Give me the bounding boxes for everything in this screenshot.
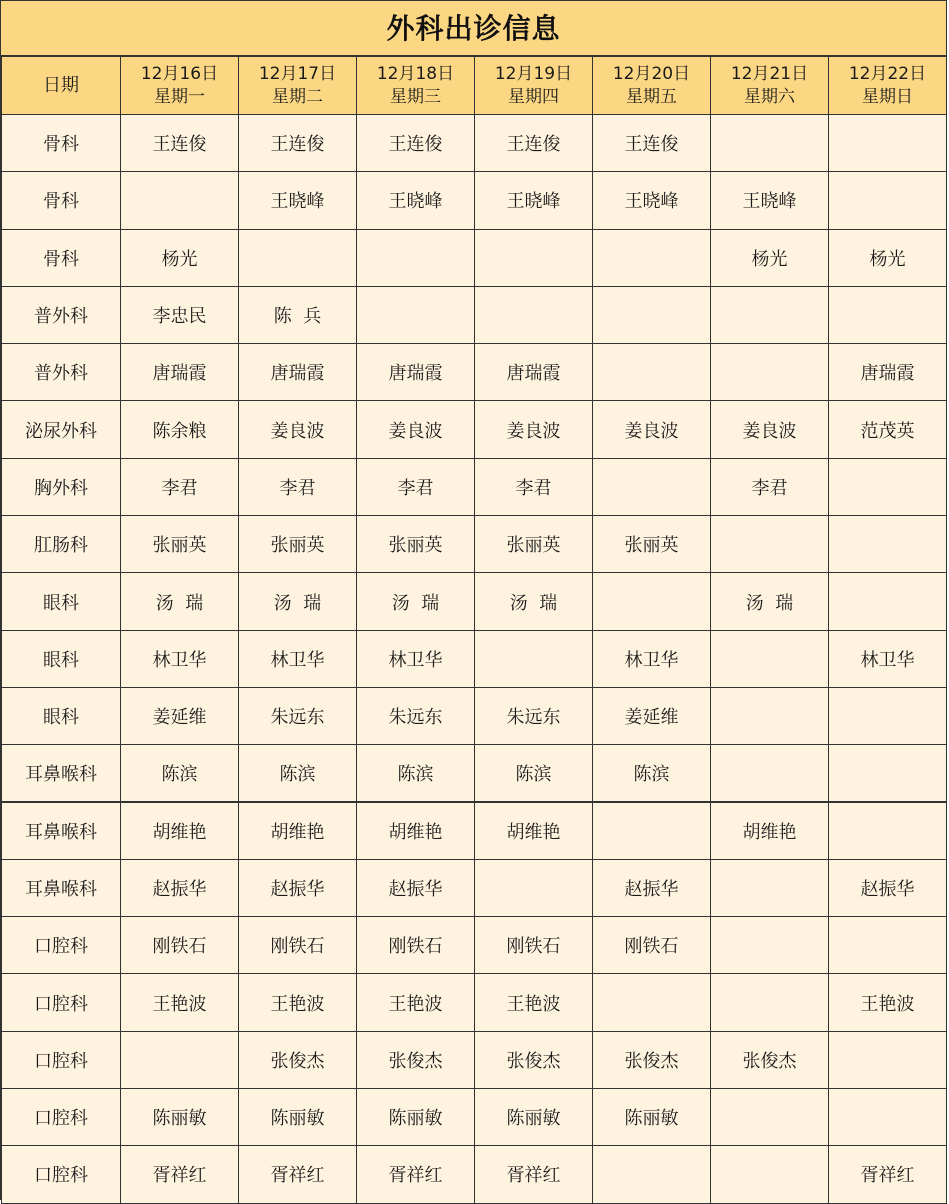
doctor-cell: 胥祥红 xyxy=(829,1146,947,1203)
day-weekday: 星期二 xyxy=(272,86,323,107)
department-cell: 骨科 xyxy=(2,172,121,229)
doctor-cell xyxy=(711,115,829,172)
doctor-cell: 汤 瑞 xyxy=(239,573,357,630)
doctor-cell xyxy=(593,802,711,859)
department-cell: 口腔科 xyxy=(2,974,121,1031)
doctor-cell: 张丽英 xyxy=(239,516,357,573)
doctor-cell xyxy=(239,229,357,286)
doctor-cell: 刚铁石 xyxy=(475,917,593,974)
date-label-header: 日期 xyxy=(2,57,121,115)
day-weekday: 星期六 xyxy=(744,86,795,107)
doctor-cell: 王连俊 xyxy=(357,115,475,172)
doctor-cell: 赵振华 xyxy=(829,859,947,916)
doctor-cell: 刚铁石 xyxy=(239,917,357,974)
department-cell: 耳鼻喉科 xyxy=(2,859,121,916)
doctor-cell xyxy=(475,859,593,916)
doctor-cell: 唐瑞霞 xyxy=(121,344,239,401)
doctor-cell xyxy=(711,974,829,1031)
doctor-cell xyxy=(829,917,947,974)
table-row xyxy=(2,286,947,343)
doctor-cell: 陈丽敏 xyxy=(121,1089,239,1146)
doctor-cell xyxy=(593,573,711,630)
doctor-cell: 胥祥红 xyxy=(475,1146,593,1203)
doctor-cell: 胥祥红 xyxy=(239,1146,357,1203)
doctor-cell xyxy=(121,172,239,229)
doctor-cell: 张俊杰 xyxy=(593,1031,711,1088)
department-cell: 耳鼻喉科 xyxy=(2,802,121,859)
doctor-cell: 陈滨 xyxy=(357,745,475,802)
table-row xyxy=(2,229,947,286)
doctor-cell xyxy=(829,115,947,172)
doctor-cell: 汤 瑞 xyxy=(357,573,475,630)
doctor-cell: 姜良波 xyxy=(593,401,711,458)
doctor-cell: 范茂英 xyxy=(829,401,947,458)
doctor-cell xyxy=(829,573,947,630)
doctor-cell: 赵振华 xyxy=(593,859,711,916)
doctor-cell xyxy=(593,974,711,1031)
doctor-cell: 林卫华 xyxy=(121,630,239,687)
doctor-cell: 李君 xyxy=(239,458,357,515)
doctor-cell: 李忠民 xyxy=(121,286,239,343)
doctor-cell: 赵振华 xyxy=(239,859,357,916)
doctor-cell: 王晓峰 xyxy=(711,172,829,229)
doctor-cell: 朱远东 xyxy=(475,687,593,744)
doctor-cell: 胡维艳 xyxy=(711,802,829,859)
doctor-cell: 王晓峰 xyxy=(357,172,475,229)
doctor-cell: 姜延维 xyxy=(593,687,711,744)
doctor-cell xyxy=(357,286,475,343)
doctor-cell: 刚铁石 xyxy=(357,917,475,974)
day-header xyxy=(829,57,947,115)
doctor-cell: 唐瑞霞 xyxy=(357,344,475,401)
doctor-cell: 杨光 xyxy=(829,229,947,286)
doctor-cell xyxy=(593,458,711,515)
table-row xyxy=(2,573,947,630)
doctor-cell: 赵振华 xyxy=(121,859,239,916)
doctor-cell: 王晓峰 xyxy=(475,172,593,229)
table-row xyxy=(2,344,947,401)
department-cell: 泌尿外科 xyxy=(2,401,121,458)
table-row xyxy=(2,974,947,1031)
day-header xyxy=(121,57,239,115)
doctor-cell xyxy=(593,229,711,286)
doctor-cell: 林卫华 xyxy=(829,630,947,687)
table-row xyxy=(2,1146,947,1203)
table-row xyxy=(2,115,947,172)
department-cell: 口腔科 xyxy=(2,1146,121,1203)
department-cell: 眼科 xyxy=(2,573,121,630)
doctor-cell: 王艳波 xyxy=(475,974,593,1031)
doctor-cell: 陈滨 xyxy=(239,745,357,802)
doctor-cell xyxy=(829,802,947,859)
doctor-cell xyxy=(711,687,829,744)
doctor-cell xyxy=(711,917,829,974)
doctor-cell: 胡维艳 xyxy=(357,802,475,859)
day-date: 12月20日 xyxy=(612,63,691,84)
doctor-cell: 唐瑞霞 xyxy=(475,344,593,401)
doctor-cell xyxy=(593,344,711,401)
doctor-cell: 陈丽敏 xyxy=(357,1089,475,1146)
doctor-cell: 陈滨 xyxy=(121,745,239,802)
doctor-cell: 陈 兵 xyxy=(239,286,357,343)
day-weekday: 星期日 xyxy=(862,86,913,107)
doctor-cell xyxy=(357,229,475,286)
doctor-cell: 刚铁石 xyxy=(121,917,239,974)
day-header xyxy=(357,57,475,115)
schedule-table xyxy=(1,56,947,1204)
doctor-cell: 李君 xyxy=(357,458,475,515)
department-cell: 普外科 xyxy=(2,344,121,401)
table-row xyxy=(2,458,947,515)
doctor-cell: 陈滨 xyxy=(475,745,593,802)
doctor-cell: 胡维艳 xyxy=(475,802,593,859)
day-header xyxy=(239,57,357,115)
department-cell: 眼科 xyxy=(2,630,121,687)
doctor-cell: 王连俊 xyxy=(121,115,239,172)
doctor-cell: 林卫华 xyxy=(357,630,475,687)
table-row xyxy=(2,1031,947,1088)
doctor-cell: 姜良波 xyxy=(357,401,475,458)
doctor-cell: 胡维艳 xyxy=(121,802,239,859)
doctor-cell xyxy=(475,229,593,286)
department-cell: 耳鼻喉科 xyxy=(2,745,121,802)
doctor-cell: 唐瑞霞 xyxy=(829,344,947,401)
doctor-cell: 汤 瑞 xyxy=(121,573,239,630)
table-row xyxy=(2,516,947,573)
doctor-cell: 胥祥红 xyxy=(121,1146,239,1203)
day-date: 12月17日 xyxy=(258,63,337,84)
day-date: 12月16日 xyxy=(140,63,219,84)
table-row xyxy=(2,630,947,687)
header-row xyxy=(2,57,947,115)
doctor-cell xyxy=(829,1089,947,1146)
doctor-cell: 王晓峰 xyxy=(593,172,711,229)
doctor-cell: 汤 瑞 xyxy=(475,573,593,630)
doctor-cell xyxy=(475,286,593,343)
doctor-cell: 林卫华 xyxy=(593,630,711,687)
doctor-cell: 陈滨 xyxy=(593,745,711,802)
doctor-cell: 陈余粮 xyxy=(121,401,239,458)
doctor-cell: 张俊杰 xyxy=(711,1031,829,1088)
doctor-cell: 王连俊 xyxy=(475,115,593,172)
doctor-cell: 赵振华 xyxy=(357,859,475,916)
doctor-cell: 杨光 xyxy=(711,229,829,286)
department-cell: 肛肠科 xyxy=(2,516,121,573)
doctor-cell xyxy=(711,286,829,343)
table-row xyxy=(2,401,947,458)
doctor-cell: 姜延维 xyxy=(121,687,239,744)
doctor-cell xyxy=(829,458,947,515)
table-row xyxy=(2,859,947,916)
doctor-cell: 汤 瑞 xyxy=(711,573,829,630)
schedule-body xyxy=(2,115,947,1204)
day-header xyxy=(711,57,829,115)
day-date: 12月22日 xyxy=(848,63,927,84)
doctor-cell: 朱远东 xyxy=(357,687,475,744)
doctor-cell: 李君 xyxy=(475,458,593,515)
doctor-cell: 姜良波 xyxy=(239,401,357,458)
doctor-cell: 林卫华 xyxy=(239,630,357,687)
doctor-cell xyxy=(121,1031,239,1088)
doctor-cell: 李君 xyxy=(121,458,239,515)
day-date: 12月18日 xyxy=(376,63,455,84)
department-cell: 口腔科 xyxy=(2,1089,121,1146)
doctor-cell: 王艳波 xyxy=(829,974,947,1031)
day-header xyxy=(475,57,593,115)
table-row xyxy=(2,917,947,974)
doctor-cell xyxy=(593,1146,711,1203)
doctor-cell: 姜良波 xyxy=(475,401,593,458)
doctor-cell: 张丽英 xyxy=(475,516,593,573)
doctor-cell: 王艳波 xyxy=(239,974,357,1031)
doctor-cell: 张俊杰 xyxy=(475,1031,593,1088)
doctor-cell: 李君 xyxy=(711,458,829,515)
doctor-cell xyxy=(829,687,947,744)
doctor-cell xyxy=(711,516,829,573)
page-title: 外科出诊信息 xyxy=(1,0,946,56)
doctor-cell: 王连俊 xyxy=(593,115,711,172)
doctor-cell: 胥祥红 xyxy=(357,1146,475,1203)
department-cell: 骨科 xyxy=(2,229,121,286)
table-row xyxy=(2,802,947,859)
day-date: 12月21日 xyxy=(730,63,809,84)
doctor-cell: 王艳波 xyxy=(357,974,475,1031)
table-row xyxy=(2,687,947,744)
doctor-cell: 张丽英 xyxy=(593,516,711,573)
day-weekday: 星期一 xyxy=(154,86,205,107)
doctor-cell: 刚铁石 xyxy=(593,917,711,974)
doctor-cell xyxy=(711,1089,829,1146)
department-cell: 眼科 xyxy=(2,687,121,744)
day-header xyxy=(593,57,711,115)
table-row xyxy=(2,745,947,802)
table-row xyxy=(2,172,947,229)
doctor-cell xyxy=(829,516,947,573)
doctor-cell: 张丽英 xyxy=(357,516,475,573)
day-weekday: 星期五 xyxy=(626,86,677,107)
day-weekday: 星期三 xyxy=(390,86,441,107)
doctor-cell xyxy=(711,630,829,687)
doctor-cell xyxy=(711,1146,829,1203)
doctor-cell: 唐瑞霞 xyxy=(239,344,357,401)
department-cell: 胸外科 xyxy=(2,458,121,515)
doctor-cell xyxy=(829,286,947,343)
doctor-cell: 王艳波 xyxy=(121,974,239,1031)
doctor-cell: 姜良波 xyxy=(711,401,829,458)
doctor-cell: 朱远东 xyxy=(239,687,357,744)
doctor-cell xyxy=(829,1031,947,1088)
doctor-cell xyxy=(829,745,947,802)
department-cell: 口腔科 xyxy=(2,1031,121,1088)
doctor-cell xyxy=(475,630,593,687)
doctor-cell xyxy=(829,172,947,229)
doctor-cell: 张俊杰 xyxy=(357,1031,475,1088)
doctor-cell: 王连俊 xyxy=(239,115,357,172)
doctor-cell: 张俊杰 xyxy=(239,1031,357,1088)
doctor-cell: 陈丽敏 xyxy=(593,1089,711,1146)
doctor-cell: 陈丽敏 xyxy=(239,1089,357,1146)
doctor-cell: 杨光 xyxy=(121,229,239,286)
day-weekday: 星期四 xyxy=(508,86,559,107)
doctor-cell: 陈丽敏 xyxy=(475,1089,593,1146)
doctor-cell xyxy=(711,859,829,916)
doctor-cell: 王晓峰 xyxy=(239,172,357,229)
table-row xyxy=(2,1089,947,1146)
day-date: 12月19日 xyxy=(494,63,573,84)
department-cell: 骨科 xyxy=(2,115,121,172)
doctor-cell xyxy=(711,745,829,802)
doctor-cell xyxy=(593,286,711,343)
doctor-cell: 胡维艳 xyxy=(239,802,357,859)
doctor-cell xyxy=(711,344,829,401)
department-cell: 普外科 xyxy=(2,286,121,343)
department-cell: 口腔科 xyxy=(2,917,121,974)
doctor-cell: 张丽英 xyxy=(121,516,239,573)
